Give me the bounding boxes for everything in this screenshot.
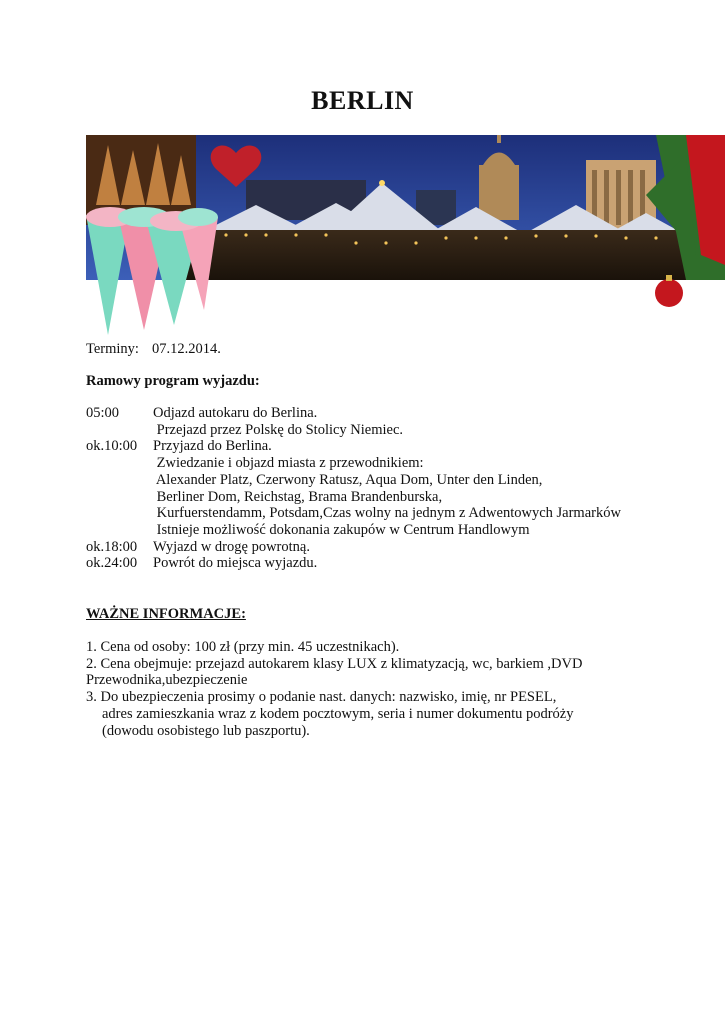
info-line: 1. Cena od osoby: 100 zł (przy min. 45 uczestnikach). [86,639,400,655]
terms-value: 07.12.2014. [152,341,221,357]
info-line: adres zamieszkania wraz z kodem pocztowym, seria i numer dokumentu podróży [102,705,574,722]
schedule-time: ok.10:00 [86,438,138,455]
schedule-text: Wyjazd w drogę powrotną. [153,538,310,555]
schedule-row [86,522,621,539]
schedule-row [86,539,621,556]
schedule-row [86,455,621,472]
schedule-row [86,438,621,455]
schedule-text: Odjazd autokaru do Berlina. [153,405,318,421]
schedule-text: Istnieje możliwość dokonania zakupów w Centrum Handlowym [153,521,530,538]
schedule-text: Przejazd przez Polskę do Stolicy Niemiec. [153,421,404,438]
info-line: (dowodu osobistego lub paszportu). [102,722,310,739]
info-line: Przewodnika,ubezpieczenie [86,672,248,689]
schedule-text: Kurfuerstendamm, Potsdam,Czas wolny na jednym z Adwentowych Jarmarków [153,505,621,522]
schedule-list [86,405,621,572]
page-title: BERLIN [311,86,414,115]
program-heading: Ramowy program wyjazdu: [86,373,260,389]
schedule-time: ok.18:00 [86,538,138,555]
schedule-row [86,472,621,489]
schedule-row [86,422,621,439]
schedule-text: Powrót do miejsca wyjazdu. [153,555,318,572]
schedule-row [86,405,621,422]
schedule-time: ok.24:00 [86,555,138,572]
info-list [86,639,716,739]
schedule-row [86,555,621,572]
schedule-text: Alexander Platz, Czerwony Ratusz, Aqua Dom, Unter den Linden, [153,471,543,488]
schedule-row [86,505,621,522]
terms-label: Terminy: [86,341,139,357]
schedule-text: Przyjazd do Berlina. [153,438,272,455]
schedule-text: Zwiedzanie i objazd miasta z przewodnikiem: [153,455,424,472]
schedule-text: Berliner Dom, Reichstag, Brama Brandenburska, [153,488,443,505]
info-line: 2. Cena obejmuje: przejazd autokarem klasy LUX z klimatyzacją, wc, barkiem ,DVD [86,655,583,672]
info-line: 3. Do ubezpieczenia prosimy o podanie nast. danych: nazwisko, imię, nr PESEL, [86,689,557,706]
schedule-row [86,489,621,506]
schedule-time: 05:00 [86,405,120,421]
christmas-market-photo [86,135,725,335]
terms-line [86,341,221,358]
info-heading: WAŻNE INFORMACJE: [86,606,246,622]
